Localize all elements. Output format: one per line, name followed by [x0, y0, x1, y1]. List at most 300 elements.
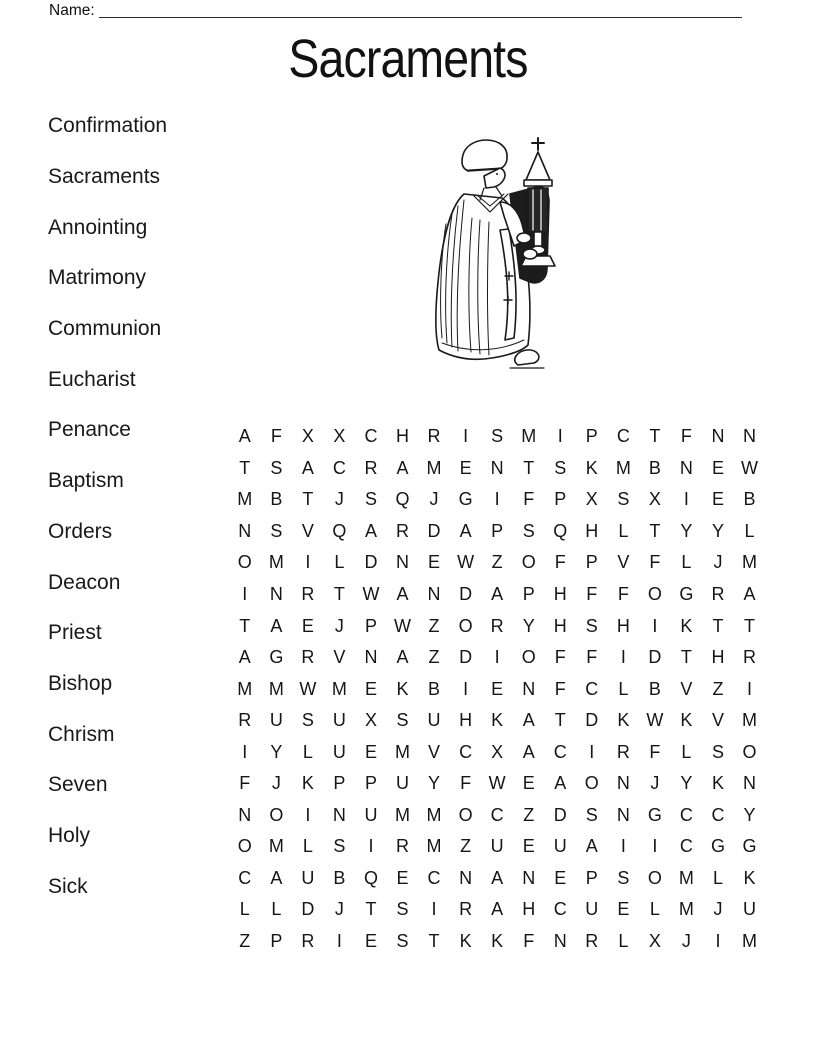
grid-letter: L	[618, 678, 629, 699]
grid-letter: M	[268, 678, 284, 699]
grid-letter: I	[683, 489, 689, 510]
grid-letter: Z	[712, 678, 724, 699]
grid-letter: B	[743, 489, 756, 510]
word-list-item: Sacraments	[48, 165, 161, 189]
grid-letter: T	[302, 489, 314, 510]
grid-letter: H	[553, 615, 567, 636]
grid-letter: U	[364, 804, 378, 825]
grid-letter: A	[522, 710, 535, 731]
grid-letter: M	[678, 867, 694, 888]
grid-letter: F	[680, 426, 692, 447]
grid-letter: H	[396, 426, 409, 447]
grid-letter: I	[305, 552, 311, 573]
grid-letter: P	[522, 584, 535, 604]
grid-letter: I	[336, 931, 342, 952]
grid-letter: A	[270, 615, 283, 636]
grid-letter: C	[364, 426, 378, 447]
word-list	[48, 101, 167, 912]
grid-letter: G	[679, 584, 694, 604]
grid-letter: B	[270, 489, 283, 510]
grid-letter: K	[491, 931, 504, 952]
grid-letter: E	[491, 678, 504, 699]
grid-letter: O	[458, 804, 473, 825]
grid-letter: I	[715, 931, 721, 952]
grid-letter: E	[711, 457, 724, 478]
grid-letter: H	[711, 647, 725, 668]
grid-letter: S	[617, 867, 630, 888]
grid-letter: G	[269, 647, 284, 668]
grid-letter: F	[460, 773, 472, 794]
grid-letter: M	[742, 931, 758, 952]
grid-letter: R	[427, 426, 441, 447]
grid-letter: P	[364, 773, 377, 794]
word-list-item: Communion	[48, 317, 162, 341]
grid-letter: Z	[491, 552, 503, 573]
word-list-item: Baptism	[48, 469, 124, 493]
grid-letter: V	[711, 710, 724, 731]
name-label: Name:	[49, 2, 95, 19]
grid-letter: I	[431, 899, 437, 920]
grid-letter: Q	[553, 520, 568, 541]
grid-letter: L	[302, 836, 313, 857]
grid-letter: O	[269, 804, 284, 825]
word-list-item: Deacon	[48, 570, 121, 594]
grid-letter: E	[711, 489, 724, 510]
grid-letter: E	[522, 836, 535, 857]
grid-letter: D	[364, 552, 378, 573]
grid-letter: I	[305, 804, 311, 825]
grid-letter: T	[428, 931, 440, 952]
grid-letter: E	[459, 457, 472, 478]
grid-letter: O	[237, 836, 252, 857]
grid-letter: J	[429, 489, 439, 510]
grid-letter: J	[650, 773, 660, 794]
grid-letter: X	[333, 426, 346, 447]
word-list-item: Confirmation	[48, 114, 168, 138]
grid-letter: P	[270, 931, 283, 952]
grid-letter: R	[490, 615, 504, 636]
grid-letter: T	[365, 899, 377, 920]
grid-letter: K	[301, 773, 314, 794]
grid-letter: A	[491, 867, 504, 888]
grid-letter: L	[239, 899, 250, 920]
grid-letter: A	[522, 741, 535, 762]
grid-letter: A	[364, 520, 377, 541]
grid-letter: K	[711, 773, 724, 794]
grid-letter: N	[332, 804, 346, 825]
grid-letter: R	[301, 647, 315, 668]
grid-letter: T	[712, 615, 724, 636]
grid-letter: F	[270, 426, 282, 447]
grid-letter: K	[396, 678, 409, 699]
grid-letter: A	[238, 647, 251, 668]
grid-letter: R	[396, 836, 409, 857]
grid-letter: L	[712, 867, 723, 888]
grid-letter: M	[426, 804, 442, 825]
grid-letter: G	[710, 836, 725, 857]
page-title: Sacraments	[288, 29, 528, 89]
grid-letter: D	[301, 899, 315, 920]
grid-letter: Z	[428, 647, 440, 668]
grid-letter: V	[333, 647, 346, 668]
grid-letter: C	[553, 899, 567, 920]
grid-letter: H	[585, 520, 599, 541]
grid-letter: K	[680, 615, 693, 636]
grid-letter: A	[585, 836, 598, 857]
grid-letter: S	[396, 899, 409, 920]
grid-letter: C	[616, 426, 630, 447]
grid-letter: E	[364, 678, 377, 699]
grid-letter: C	[679, 836, 693, 857]
grid-letter: O	[237, 552, 252, 573]
grid-letter: R	[301, 584, 315, 604]
grid-letter: R	[711, 584, 725, 604]
grid-letter: A	[238, 426, 251, 447]
grid-letter: N	[679, 457, 693, 478]
grid-letter: O	[584, 773, 599, 794]
word-list-item: Sick	[48, 874, 88, 898]
grid-letter: M	[742, 710, 758, 731]
grid-letter: S	[396, 931, 409, 952]
grid-letter: S	[554, 457, 567, 478]
grid-letter: I	[652, 615, 658, 636]
grid-letter: N	[616, 773, 630, 794]
grid-letter: K	[680, 710, 693, 731]
grid-letter: J	[681, 931, 691, 952]
grid-letter: P	[364, 615, 377, 636]
grid-letter: N	[427, 584, 441, 604]
grid-letter: S	[585, 804, 598, 825]
grid-letter: U	[301, 867, 315, 888]
grid-letter: I	[494, 489, 500, 510]
grid-letter: A	[459, 520, 472, 541]
grid-letter: K	[585, 457, 598, 478]
grid-letter: E	[617, 899, 630, 920]
grid-letter: A	[743, 584, 756, 604]
grid-letter: Q	[395, 489, 410, 510]
priest-illustration	[420, 132, 570, 382]
word-list-item: Priest	[48, 621, 102, 645]
word-list-item: Eucharist	[48, 367, 136, 391]
grid-letter: L	[302, 741, 313, 762]
grid-letter: U	[332, 741, 346, 762]
grid-letter: N	[553, 931, 567, 952]
grid-letter: O	[647, 584, 662, 604]
grid-letter: P	[491, 520, 504, 541]
grid-letter: R	[301, 931, 315, 952]
grid-letter: A	[396, 647, 409, 668]
grid-letter: N	[396, 552, 409, 573]
grid-letter: Y	[743, 804, 756, 825]
grid-letter: Z	[239, 931, 251, 952]
grid-letter: H	[616, 615, 630, 636]
grid-letter: T	[554, 710, 566, 731]
grid-letter: W	[646, 710, 664, 731]
grid-letter: I	[652, 836, 658, 857]
grid-letter: B	[428, 678, 441, 699]
grid-letter: Y	[428, 773, 441, 794]
grid-letter: N	[616, 804, 630, 825]
grid-letter: F	[617, 584, 629, 604]
grid-letter: Y	[680, 520, 693, 541]
grid-letter: L	[334, 552, 345, 573]
grid-letter: V	[617, 552, 630, 573]
grid-letter: E	[301, 615, 314, 636]
grid-letter: D	[648, 647, 662, 668]
grid-letter: F	[554, 678, 566, 699]
grid-letter: J	[271, 773, 281, 794]
grid-letter: P	[585, 552, 598, 573]
grid-letter: S	[522, 520, 535, 541]
grid-letter: I	[242, 584, 248, 604]
grid-letter: N	[490, 457, 504, 478]
grid-letter: N	[269, 584, 283, 604]
grid-letter: X	[301, 426, 314, 447]
word-list-item: Matrimony	[48, 266, 147, 290]
grid-letter: S	[301, 710, 314, 731]
grid-letter: L	[271, 899, 282, 920]
grid-letter: R	[459, 899, 473, 920]
grid-letter: I	[242, 741, 248, 762]
grid-letter: D	[585, 710, 599, 731]
grid-letter: I	[747, 678, 753, 699]
grid-letter: F	[649, 741, 661, 762]
grid-letter: Y	[522, 615, 535, 636]
grid-letter: I	[589, 741, 595, 762]
grid-letter: R	[364, 457, 378, 478]
grid-letter: Z	[428, 615, 440, 636]
grid-letter: M	[237, 489, 253, 510]
grid-letter: M	[521, 426, 537, 447]
grid-letter: F	[649, 552, 661, 573]
word-list-item: Penance	[48, 418, 131, 442]
grid-letter: C	[332, 457, 346, 478]
grid-letter: W	[457, 552, 475, 573]
grid-letter: M	[615, 457, 631, 478]
grid-letter: T	[649, 520, 661, 541]
grid-letter: I	[463, 678, 469, 699]
grid-letter: M	[331, 678, 347, 699]
grid-letter: Z	[460, 836, 472, 857]
grid-letter: F	[523, 931, 535, 952]
grid-letter: J	[334, 615, 344, 636]
grid-letter: Y	[711, 520, 724, 541]
grid-letter: U	[396, 773, 409, 794]
grid-letter: L	[618, 520, 629, 541]
grid-letter: O	[458, 615, 473, 636]
grid-letter: E	[522, 773, 535, 794]
grid-letter: M	[678, 899, 694, 920]
grid-letter: D	[427, 520, 441, 541]
grid-letter: N	[238, 804, 252, 825]
grid-letter: S	[396, 710, 409, 731]
grid-letter: W	[488, 773, 506, 794]
grid-letter: E	[396, 867, 409, 888]
word-list-item: Orders	[48, 519, 113, 543]
grid-letter: N	[743, 426, 757, 447]
grid-letter: A	[396, 584, 409, 604]
grid-letter: M	[426, 457, 442, 478]
name-fill-line	[99, 1, 742, 18]
word-list-item: Annointing	[48, 215, 148, 239]
grid-letter: E	[364, 741, 377, 762]
grid-letter: M	[742, 552, 758, 573]
grid-letter: S	[711, 741, 724, 762]
grid-letter: S	[333, 836, 346, 857]
grid-letter: X	[648, 489, 661, 510]
grid-letter: M	[395, 741, 410, 762]
grid-letter: N	[711, 426, 725, 447]
grid-letter: P	[585, 867, 598, 888]
grid-letter: Y	[680, 773, 693, 794]
grid-letter: O	[742, 741, 757, 762]
grid-letter: N	[238, 520, 252, 541]
grid-letter: E	[554, 867, 567, 888]
grid-letter: M	[268, 836, 284, 857]
grid-letter: B	[648, 457, 661, 478]
grid-letter: P	[333, 773, 346, 794]
grid-letter: L	[744, 520, 755, 541]
word-list-item: Bishop	[48, 671, 113, 695]
grid-letter: G	[647, 804, 662, 825]
grid-letter: Z	[523, 804, 535, 825]
grid-letter: G	[742, 836, 757, 857]
grid-letter: T	[680, 647, 692, 668]
grid-letter: S	[270, 520, 283, 541]
priest-woodcut-drawing	[420, 132, 570, 382]
grid-letter: R	[585, 931, 599, 952]
grid-letter: C	[679, 804, 693, 825]
grid-letter: U	[553, 836, 567, 857]
grid-letter: P	[585, 426, 598, 447]
grid-letter: S	[617, 489, 630, 510]
grid-letter: Q	[363, 867, 378, 888]
grid-letter: W	[394, 615, 411, 636]
grid-letter: J	[334, 489, 344, 510]
grid-letter: R	[743, 647, 757, 668]
grid-letter: F	[523, 489, 535, 510]
word-list-item: Holy	[48, 823, 91, 847]
grid-letter: V	[428, 741, 441, 762]
grid-letter: P	[554, 489, 567, 510]
grid-letter: W	[741, 457, 759, 478]
grid-letter: S	[270, 457, 283, 478]
grid-letter: H	[553, 584, 567, 604]
grid-letter: X	[585, 489, 598, 510]
grid-letter: T	[744, 615, 756, 636]
grid-letter: L	[649, 899, 660, 920]
grid-letter: N	[364, 647, 378, 668]
grid-letter: N	[522, 867, 536, 888]
grid-letter: C	[553, 741, 567, 762]
grid-letter: W	[299, 678, 317, 699]
grid-letter: S	[585, 615, 598, 636]
grid-letter: K	[491, 710, 504, 731]
grid-letter: I	[494, 647, 500, 668]
grid-letter: U	[743, 899, 757, 920]
grid-letter: C	[238, 867, 252, 888]
grid-letter: O	[521, 552, 536, 573]
grid-letter: D	[459, 647, 473, 668]
grid-letter: F	[239, 773, 251, 794]
grid-letter: M	[426, 836, 442, 857]
grid-letter: A	[554, 773, 567, 794]
grid-letter: U	[585, 899, 599, 920]
grid-letter: C	[711, 804, 725, 825]
grid-letter: U	[427, 710, 441, 731]
grid-letter: K	[617, 710, 630, 731]
grid-letter: T	[523, 457, 535, 478]
grid-letter: C	[490, 804, 504, 825]
grid-letter: O	[521, 647, 536, 668]
grid-letter: A	[270, 867, 283, 888]
grid-letter: N	[459, 867, 473, 888]
grid-letter: U	[332, 710, 346, 731]
grid-letter: I	[620, 647, 626, 668]
grid-letter: V	[680, 678, 693, 699]
grid-letter: L	[681, 741, 692, 762]
grid-letter: C	[585, 678, 599, 699]
grid-letter: L	[681, 552, 692, 573]
grid-letter: I	[557, 426, 563, 447]
grid-letter: R	[238, 710, 252, 731]
grid-letter: F	[586, 584, 598, 604]
grid-letter: X	[364, 710, 377, 731]
grid-letter: A	[396, 457, 409, 478]
grid-letter: G	[458, 489, 473, 510]
grid-letter: N	[743, 773, 757, 794]
grid-letter: I	[620, 836, 626, 857]
grid-letter: I	[463, 426, 469, 447]
grid-letter: S	[491, 426, 504, 447]
word-list-item: Seven	[48, 773, 108, 797]
grid-letter: T	[239, 615, 251, 636]
grid-letter: C	[427, 867, 441, 888]
grid-letter: D	[459, 584, 473, 604]
grid-letter: T	[333, 584, 345, 604]
grid-letter: J	[713, 552, 723, 573]
grid-letter: L	[618, 931, 629, 952]
grid-letter: B	[333, 867, 346, 888]
grid-letter: T	[239, 457, 251, 478]
grid-letter: H	[459, 710, 473, 731]
grid-letter: H	[522, 899, 536, 920]
grid-letter: S	[364, 489, 377, 510]
grid-letter: U	[490, 836, 504, 857]
grid-letter: R	[396, 520, 409, 541]
grid-letter: Q	[332, 520, 347, 541]
grid-letter: J	[334, 899, 344, 920]
grid-letter: I	[368, 836, 374, 857]
letter-grid	[229, 421, 765, 957]
grid-letter: E	[364, 931, 377, 952]
grid-letter: X	[491, 741, 504, 762]
grid-letter: K	[459, 931, 472, 952]
grid-letter: C	[459, 741, 473, 762]
grid-letter: A	[491, 584, 504, 604]
grid-letter: M	[395, 804, 410, 825]
grid-letter: D	[553, 804, 567, 825]
grid-letter: T	[649, 426, 661, 447]
grid-letter: O	[647, 867, 662, 888]
grid-letter: U	[269, 710, 283, 731]
grid-letter: M	[268, 552, 284, 573]
grid-letter: E	[428, 552, 441, 573]
grid-letter: F	[554, 552, 566, 573]
grid-letter: A	[491, 899, 504, 920]
grid-letter: M	[237, 678, 253, 699]
word-list-item: Chrism	[48, 722, 115, 746]
